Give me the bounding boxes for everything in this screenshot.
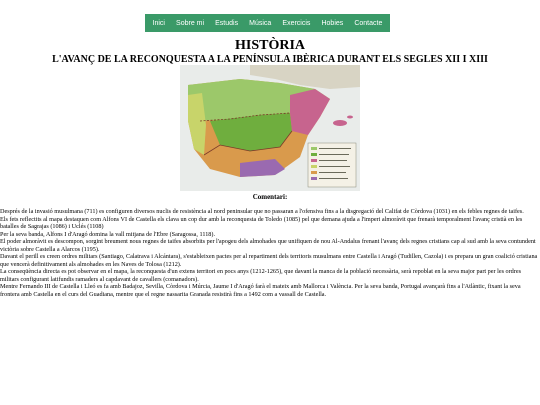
reconquest-map-image — [180, 65, 360, 191]
map-legend-swatch — [311, 171, 317, 174]
nav-link-exercicis[interactable]: Exercicis — [282, 19, 311, 27]
article-paragraph: Després de la invasió musulmana (711) es configuren diversos nuclis de resistència al nord peninsular que no passaran a l'ofensiva fins a la disgregació del Califat de Còrdova (1031) en els febles regnes de taifes. — [0, 208, 524, 215]
map-legend-swatch — [311, 159, 317, 162]
map-caption: Comentari: — [252, 193, 288, 201]
article-paragraph: La conseqüència directa es pot observar en el mapa, la reconquesta d'un extens territori en pocs anys (1212-1265), que davant la manca de la població necessària, serà repoblat en la seva major part per les ordres militars configurant latifundis ramaders al capdavant de cavallers (comanadors). — [0, 268, 521, 283]
nav-link-contacte[interactable]: Contacte — [354, 19, 383, 27]
map-balearic-mallorca — [333, 120, 347, 126]
page-title: HISTÒRIA — [234, 38, 306, 53]
map-legend-text-line — [319, 172, 346, 173]
article-paragraph: Per la seva banda, Alfons I d'Aragó domina la vall mitjana de l'Ebre (Saragossa, 1118). — [0, 230, 216, 238]
article-paragraph: El poder almoràvit es descompon, sorgint breument nous regnes de taifes absorbits per l'apogeu dels almohades que unifiquen de nou Al-Andalus frenant l'avanç dels regnes cristians cap al sud amb la seva contundent victòria sobre Castella a Alarcos (1195). — [0, 238, 536, 253]
article-paragraph: Davant el perill es creen ordres militars (Santiago, Calatrava i Alcántara), s'estableixen pactes per al repartiment dels territoris musulmans entre Castella i Aragó (Tudillen, Cazola) i es prepara un gran coalició cristiana que vencerà definitivament als almohades en les Naves de Tolosa (1212). — [0, 253, 538, 268]
article-paragraph: Mentre Fernando III de Castella i Lleó es fa amb Badajoz, Sevilla, Còrdova i Múrcia, Jaume I d'Aragó farà el mateix amb Mallorca i València. Per la seva banda, Portugal avançarà fins a l'Atlàntic, fixant la seva frontera amb Castella en el curs del Guadiana, mentre que el regne nassarita Granada resistirà fins a 1492 com a vassall de Castella. — [0, 283, 521, 298]
article-paragraph: Els fets reflectits al mapa destaquen com Alfons VI de Castella els clava un cop dur amb la reconquesta de Toledo (1085) pel que demana ajuda a l'imperi almoràvit que frenarà temporalment l'avanç cristià en les batalles de Sagrajas (1086) i Uclés (1108) — [0, 215, 523, 230]
nav-link-inici[interactable]: Inici — [152, 19, 165, 27]
map-legend-text-line — [319, 148, 351, 149]
map-legend-swatch — [311, 177, 317, 180]
nav-link-sobre-mi[interactable]: Sobre mi — [176, 19, 205, 27]
article-body — [0, 208, 538, 298]
reconquest-map-drawing — [180, 65, 360, 191]
nav-link-musica[interactable]: Música — [249, 19, 272, 27]
map-legend-text-line — [319, 160, 347, 161]
map-legend-swatch — [311, 147, 317, 150]
nav-link-hobies[interactable]: Hobies — [321, 19, 344, 27]
map-balearic-menorca — [347, 116, 353, 119]
page-subtitle: L'AVANÇ DE LA RECONQUESTA A LA PENÍNSULA IBÈRICA DURANT ELS SEGLES XII I XIII — [52, 54, 488, 65]
map-legend-text-line — [319, 178, 348, 179]
map-legend-text-line — [319, 166, 350, 167]
nav-link-estudis[interactable]: Estudis — [215, 19, 239, 27]
map-legend-swatch — [311, 153, 317, 156]
map-legend-text-line — [319, 154, 349, 155]
map-legend-swatch — [311, 165, 317, 168]
main-nav — [145, 14, 390, 32]
